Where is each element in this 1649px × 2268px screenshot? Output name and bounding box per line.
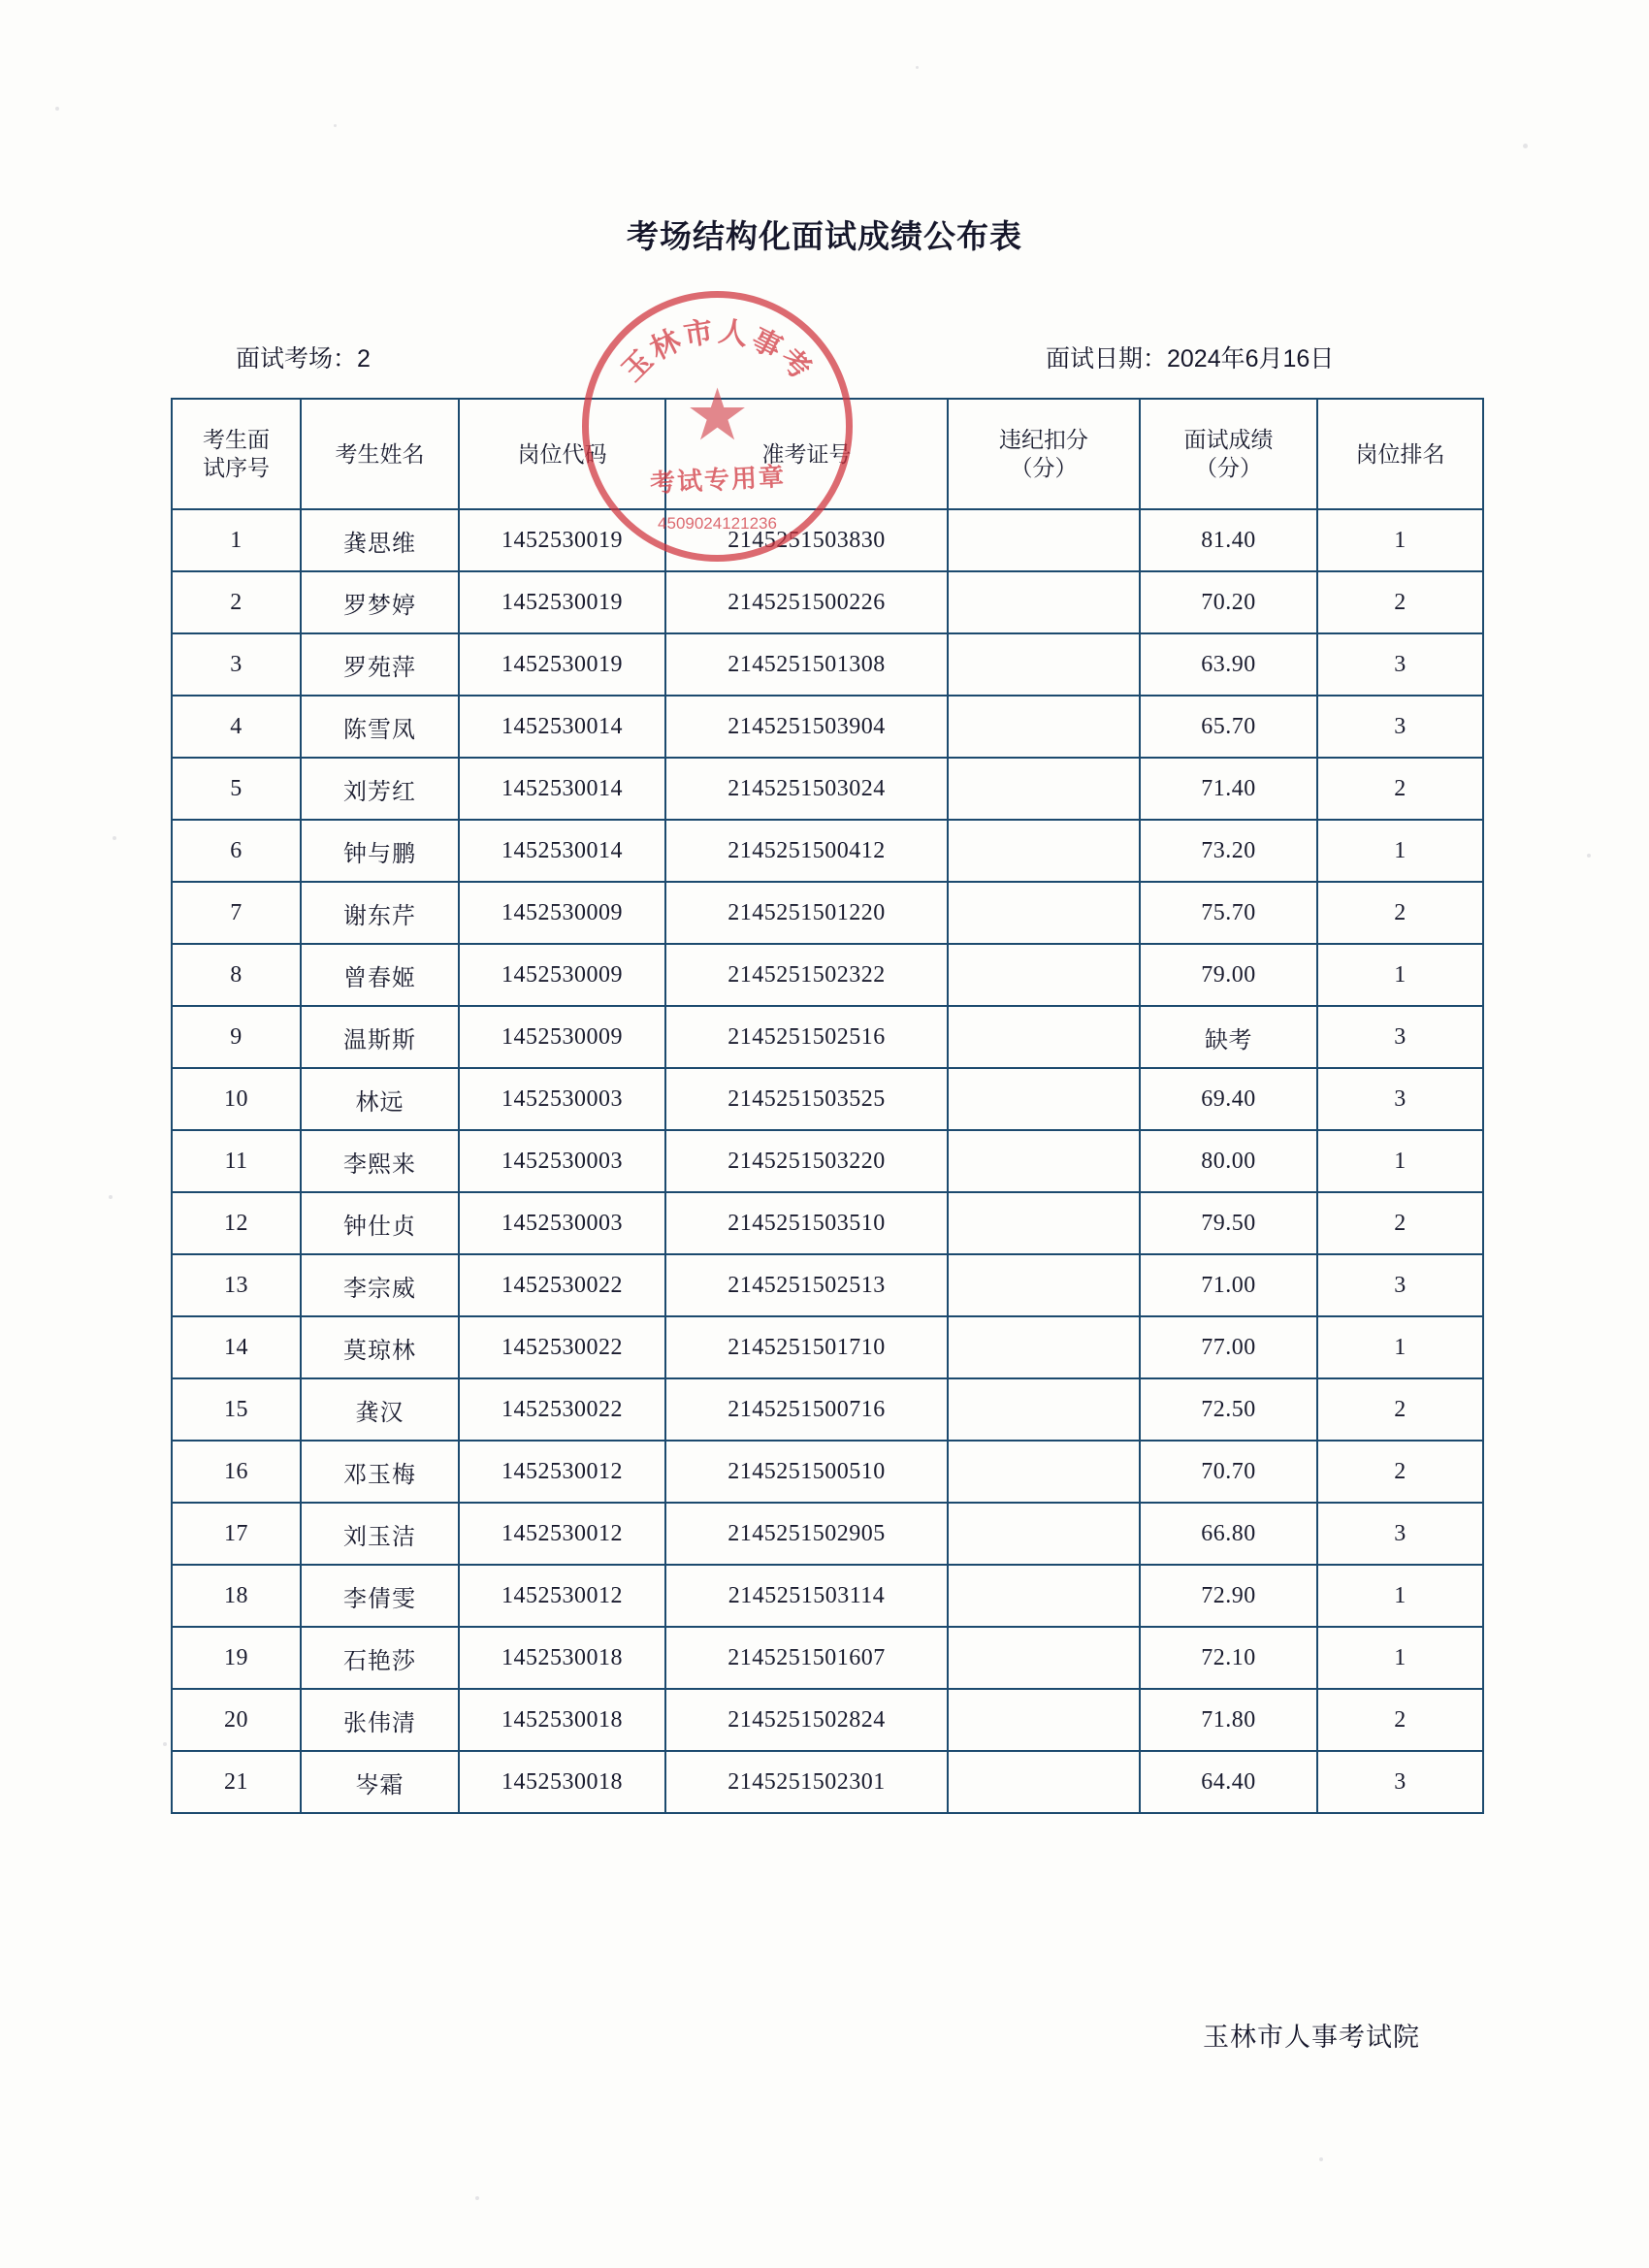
issuing-organization: 玉林市人事考试院: [1203, 2023, 1420, 2052]
cell-score: 64.40: [1140, 1751, 1317, 1813]
scan-speck: [109, 1195, 113, 1199]
table-row: [172, 1503, 1483, 1565]
cell-penalty: [948, 1441, 1140, 1503]
cell-seq: 15: [172, 1378, 301, 1441]
cell-score: 65.70: [1140, 696, 1317, 758]
cell-post-code: 1452530019: [459, 509, 665, 571]
cell-post-code: 1452530012: [459, 1503, 665, 1565]
table-row: [172, 1068, 1483, 1130]
column-header-score-line1: 面试成绩: [1183, 427, 1274, 453]
cell-rank: 3: [1317, 1503, 1483, 1565]
cell-rank: 1: [1317, 1565, 1483, 1627]
cell-score: 79.00: [1140, 944, 1317, 1006]
cell-name: 李熙来: [301, 1130, 459, 1192]
cell-admission-no: 2145251502824: [665, 1689, 948, 1751]
cell-score: 77.00: [1140, 1316, 1317, 1378]
cell-penalty: [948, 1130, 1140, 1192]
cell-admission-no: 2145251501710: [665, 1316, 948, 1378]
cell-score: 66.80: [1140, 1503, 1317, 1565]
seal-code-text: 4509024121236: [658, 514, 777, 534]
cell-post-code: 1452530012: [459, 1441, 665, 1503]
cell-seq: 1: [172, 509, 301, 571]
cell-penalty: [948, 1378, 1140, 1441]
cell-rank: 2: [1317, 1689, 1483, 1751]
cell-admission-no: 2145251500412: [665, 820, 948, 882]
cell-admission-no: 2145251500226: [665, 571, 948, 633]
cell-penalty: [948, 1751, 1140, 1813]
table-body: [172, 509, 1483, 1813]
cell-name: 陈雪凤: [301, 696, 459, 758]
cell-name: 谢东芹: [301, 882, 459, 944]
cell-seq: 3: [172, 633, 301, 696]
cell-score: 79.50: [1140, 1192, 1317, 1254]
cell-admission-no: 2145251500510: [665, 1441, 948, 1503]
cell-post-code: 1452530018: [459, 1751, 665, 1813]
cell-seq: 5: [172, 758, 301, 820]
cell-post-code: 1452530022: [459, 1316, 665, 1378]
cell-seq: 10: [172, 1068, 301, 1130]
cell-post-code: 1452530019: [459, 571, 665, 633]
table-row: [172, 509, 1483, 571]
cell-rank: 2: [1317, 571, 1483, 633]
cell-post-code: 1452530014: [459, 696, 665, 758]
seal-star-icon: ★: [685, 375, 750, 456]
cell-name: 李倩雯: [301, 1565, 459, 1627]
cell-seq: 6: [172, 820, 301, 882]
cell-admission-no: 2145251503830: [665, 509, 948, 571]
cell-name: 钟仕贞: [301, 1192, 459, 1254]
cell-seq: 11: [172, 1130, 301, 1192]
cell-penalty: [948, 571, 1140, 633]
cell-name: 林远: [301, 1068, 459, 1130]
cell-post-code: 1452530018: [459, 1689, 665, 1751]
cell-rank: 1: [1317, 509, 1483, 571]
column-header-seq-line2: 试序号: [203, 455, 270, 480]
cell-penalty: [948, 1192, 1140, 1254]
column-header-seq: [172, 399, 301, 509]
table-row: [172, 1565, 1483, 1627]
column-header-seq-line1: 考生面: [203, 427, 270, 453]
cell-rank: 2: [1317, 1441, 1483, 1503]
cell-name: 曾春姬: [301, 944, 459, 1006]
cell-penalty: [948, 1503, 1140, 1565]
cell-rank: 1: [1317, 944, 1483, 1006]
cell-rank: 3: [1317, 1006, 1483, 1068]
column-header-name: [301, 399, 459, 509]
cell-seq: 12: [172, 1192, 301, 1254]
cell-post-code: 1452530009: [459, 944, 665, 1006]
table-header: [172, 399, 1483, 509]
scan-speck: [916, 66, 919, 69]
table-row: [172, 1006, 1483, 1068]
seal-top-text-path: 玉林市人事考: [616, 315, 819, 388]
cell-name: 邓玉梅: [301, 1441, 459, 1503]
cell-seq: 8: [172, 944, 301, 1006]
cell-admission-no: 2145251501607: [665, 1627, 948, 1689]
cell-rank: 2: [1317, 758, 1483, 820]
cell-penalty: [948, 1565, 1140, 1627]
cell-penalty: [948, 1254, 1140, 1316]
cell-name: 钟与鹏: [301, 820, 459, 882]
interview-room-label: 面试考场：2: [236, 345, 371, 373]
cell-admission-no: 2145251502301: [665, 1751, 948, 1813]
cell-seq: 17: [172, 1503, 301, 1565]
grades-table: [171, 398, 1484, 1814]
cell-penalty: [948, 1316, 1140, 1378]
cell-rank: 1: [1317, 1316, 1483, 1378]
cell-score: 63.90: [1140, 633, 1317, 696]
table-row: [172, 696, 1483, 758]
cell-admission-no: 2145251503114: [665, 1565, 948, 1627]
table-header-row: [172, 399, 1483, 509]
cell-seq: 13: [172, 1254, 301, 1316]
cell-name: 张伟清: [301, 1689, 459, 1751]
cell-penalty: [948, 633, 1140, 696]
cell-name: 岑霜: [301, 1751, 459, 1813]
cell-seq: 9: [172, 1006, 301, 1068]
cell-rank: 2: [1317, 1378, 1483, 1441]
column-header-rank-line1: 岗位排名: [1355, 440, 1445, 467]
cell-score: 81.40: [1140, 509, 1317, 571]
cell-penalty: [948, 696, 1140, 758]
column-header-score: [1140, 399, 1317, 509]
cell-admission-no: 2145251503510: [665, 1192, 948, 1254]
cell-penalty: [948, 1627, 1140, 1689]
table-row: [172, 1441, 1483, 1503]
table-row: [172, 1627, 1483, 1689]
cell-score: 72.10: [1140, 1627, 1317, 1689]
cell-name: 温斯斯: [301, 1006, 459, 1068]
cell-score: 80.00: [1140, 1130, 1317, 1192]
cell-score: 72.90: [1140, 1565, 1317, 1627]
column-header-post-code: [459, 399, 665, 509]
cell-name: 龚思维: [301, 509, 459, 571]
cell-post-code: 1452530022: [459, 1378, 665, 1441]
cell-admission-no: 2145251502513: [665, 1254, 948, 1316]
cell-penalty: [948, 820, 1140, 882]
column-header-admission-no: [665, 399, 948, 509]
column-header-name-line1: 考生姓名: [335, 440, 425, 467]
cell-score: 71.80: [1140, 1689, 1317, 1751]
cell-name: 李宗威: [301, 1254, 459, 1316]
table-row: [172, 1192, 1483, 1254]
cell-admission-no: 2145251503525: [665, 1068, 948, 1130]
cell-penalty: [948, 944, 1140, 1006]
seal-middle-text: 考试专用章: [648, 461, 787, 498]
scan-speck: [334, 124, 337, 127]
cell-admission-no: 2145251501220: [665, 882, 948, 944]
table-row: [172, 1689, 1483, 1751]
scan-speck: [1523, 144, 1528, 148]
table-row: [172, 633, 1483, 696]
scan-speck: [1587, 854, 1591, 858]
cell-seq: 14: [172, 1316, 301, 1378]
scan-speck: [475, 2196, 479, 2200]
cell-seq: 7: [172, 882, 301, 944]
cell-rank: 3: [1317, 633, 1483, 696]
cell-penalty: [948, 509, 1140, 571]
cell-seq: 16: [172, 1441, 301, 1503]
cell-penalty: [948, 758, 1140, 820]
column-header-penalty-line1: 违纪扣分: [999, 427, 1088, 453]
table-row: [172, 1254, 1483, 1316]
table-row: [172, 571, 1483, 633]
cell-penalty: [948, 1068, 1140, 1130]
cell-name: 罗苑萍: [301, 633, 459, 696]
cell-post-code: 1452530003: [459, 1192, 665, 1254]
cell-rank: 1: [1317, 1627, 1483, 1689]
table-row: [172, 820, 1483, 882]
cell-score: 72.50: [1140, 1378, 1317, 1441]
cell-seq: 18: [172, 1565, 301, 1627]
column-header-post-code-line1: 岗位代码: [517, 440, 607, 467]
cell-penalty: [948, 882, 1140, 944]
cell-name: 莫琼林: [301, 1316, 459, 1378]
cell-score: 73.20: [1140, 820, 1317, 882]
column-header-score-line2: （分）: [1195, 455, 1262, 480]
cell-name: 刘芳红: [301, 758, 459, 820]
column-header-penalty-line2: （分）: [1010, 455, 1078, 480]
cell-penalty: [948, 1006, 1140, 1068]
cell-admission-no: 2145251502905: [665, 1503, 948, 1565]
cell-seq: 2: [172, 571, 301, 633]
table-row: [172, 944, 1483, 1006]
cell-post-code: 1452530003: [459, 1068, 665, 1130]
cell-name: 刘玉洁: [301, 1503, 459, 1565]
cell-rank: 1: [1317, 1130, 1483, 1192]
cell-post-code: 1452530003: [459, 1130, 665, 1192]
cell-score: 缺考: [1140, 1006, 1317, 1068]
scan-speck: [163, 1742, 167, 1746]
table-row: [172, 1751, 1483, 1813]
cell-admission-no: 2145251502322: [665, 944, 948, 1006]
cell-post-code: 1452530009: [459, 1006, 665, 1068]
cell-post-code: 1452530019: [459, 633, 665, 696]
cell-name: 罗梦婷: [301, 571, 459, 633]
cell-rank: 2: [1317, 1192, 1483, 1254]
scan-speck: [1319, 2157, 1323, 2161]
cell-seq: 19: [172, 1627, 301, 1689]
cell-post-code: 1452530014: [459, 758, 665, 820]
cell-penalty: [948, 1689, 1140, 1751]
cell-name: 龚汉: [301, 1378, 459, 1441]
cell-admission-no: 2145251503904: [665, 696, 948, 758]
cell-score: 69.40: [1140, 1068, 1317, 1130]
cell-score: 75.70: [1140, 882, 1317, 944]
page-title: 考场结构化面试成绩公布表: [627, 218, 1022, 254]
cell-post-code: 1452530012: [459, 1565, 665, 1627]
cell-post-code: 1452530022: [459, 1254, 665, 1316]
cell-post-code: 1452530018: [459, 1627, 665, 1689]
cell-admission-no: 2145251503220: [665, 1130, 948, 1192]
cell-post-code: 1452530009: [459, 882, 665, 944]
table-row: [172, 882, 1483, 944]
cell-admission-no: 2145251502516: [665, 1006, 948, 1068]
cell-seq: 20: [172, 1689, 301, 1751]
cell-seq: 21: [172, 1751, 301, 1813]
cell-admission-no: 2145251503024: [665, 758, 948, 820]
cell-seq: 4: [172, 696, 301, 758]
cell-admission-no: 2145251501308: [665, 633, 948, 696]
table-row: [172, 758, 1483, 820]
column-header-penalty: [948, 399, 1140, 509]
table-row: [172, 1316, 1483, 1378]
cell-rank: 3: [1317, 1751, 1483, 1813]
cell-admission-no: 2145251500716: [665, 1378, 948, 1441]
cell-score: 70.20: [1140, 571, 1317, 633]
cell-name: 石艳莎: [301, 1627, 459, 1689]
column-header-admission-no-line1: 准考证号: [761, 440, 852, 467]
scan-speck: [113, 836, 116, 840]
interview-date-label: 面试日期：2024年6月16日: [1046, 345, 1335, 373]
cell-rank: 3: [1317, 1254, 1483, 1316]
cell-score: 70.70: [1140, 1441, 1317, 1503]
table-row: [172, 1378, 1483, 1441]
cell-score: 71.00: [1140, 1254, 1317, 1316]
column-header-rank: [1317, 399, 1483, 509]
cell-score: 71.40: [1140, 758, 1317, 820]
scan-speck: [55, 107, 59, 111]
table-row: [172, 1130, 1483, 1192]
cell-rank: 3: [1317, 696, 1483, 758]
cell-rank: 3: [1317, 1068, 1483, 1130]
cell-post-code: 1452530014: [459, 820, 665, 882]
cell-rank: 1: [1317, 820, 1483, 882]
cell-rank: 2: [1317, 882, 1483, 944]
